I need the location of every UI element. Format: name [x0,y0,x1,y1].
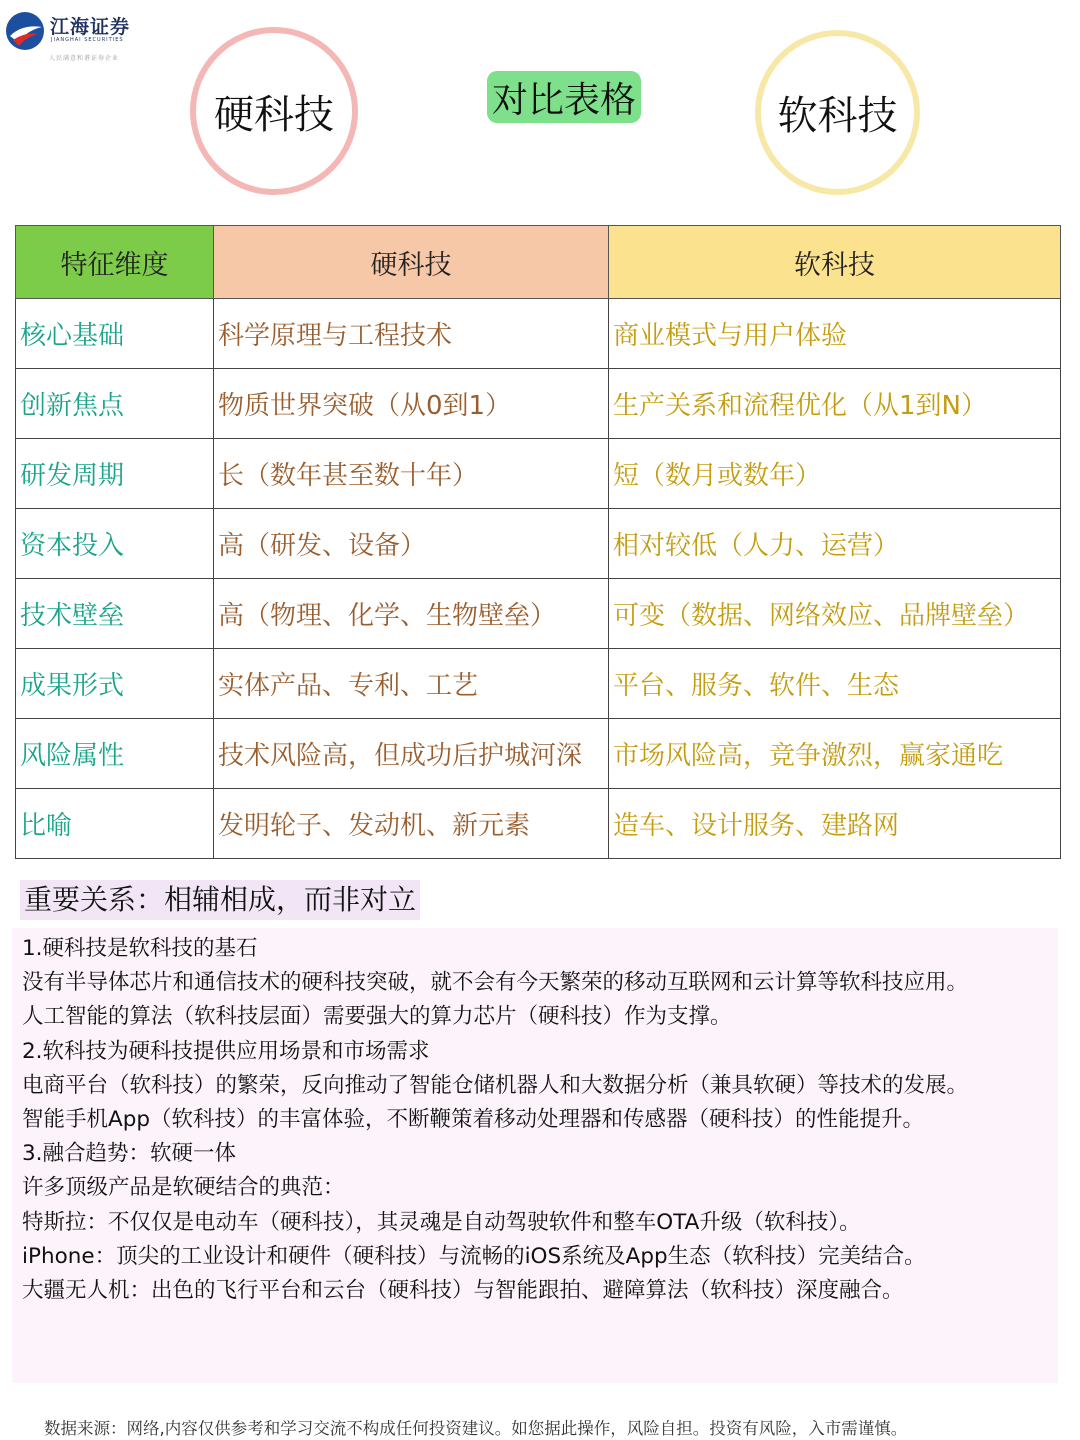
soft-tech-circle: 软科技 [755,30,920,195]
cell-soft: 市场风险高，竞争激烈，赢家通吃 [609,719,1061,789]
relation-line: 智能手机App（软科技）的丰富体验，不断鞭策着移动处理器和传感器（硬科技）的性能提升。 [22,1107,925,1133]
table-row [16,439,1061,509]
cell-feature: 比喻 [16,789,214,859]
brand-logo [4,4,134,64]
logo-slogan: 人民满意和谐证券企业 [49,55,120,62]
jianghai-logo-icon [4,10,46,52]
logo-name-en: JIANGHAI SECURITIES [51,37,124,43]
cell-soft: 平台、服务、软件、生态 [609,649,1061,719]
table-header-row [16,226,1061,299]
relation-paragraph [22,932,1042,1308]
header-soft: 软科技 [609,226,1061,299]
cell-feature: 成果形式 [16,649,214,719]
relation-line: 2.软科技为硬科技提供应用场景和市场需求 [22,1038,430,1064]
cell-hard: 物质世界突破（从0到1） [214,369,609,439]
cell-hard: 高（研发、设备） [214,509,609,579]
relation-line: 特斯拉：不仅仅是电动车（硬科技），其灵魂是自动驾驶软件和整车OTA升级（软科技）。 [22,1209,861,1235]
disclaimer-footer: 数据来源：网络,内容仅供参考和学习交流不构成任何投资建议。如您据此操作，风险自担。投资有风险，入市需谨慎。 [44,1419,908,1438]
cell-soft: 相对较低（人力、运营） [609,509,1061,579]
cell-soft: 造车、设计服务、建路网 [609,789,1061,859]
relation-heading: 重要关系：相辅相成，而非对立 [20,880,420,920]
logo-name-cn: 江海证券 [50,16,131,38]
cell-hard: 发明轮子、发动机、新元素 [214,789,609,859]
header-feature: 特征维度 [16,226,214,299]
table-row [16,369,1061,439]
cell-hard: 技术风险高，但成功后护城河深 [214,719,609,789]
cell-soft: 可变（数据、网络效应、品牌壁垒） [609,579,1061,649]
relation-line: 电商平台（软科技）的繁荣，反向推动了智能仓储机器人和大数据分析（兼具软硬）等技术的发展。 [22,1072,969,1098]
comparison-table [15,225,1061,859]
relation-line: iPhone：顶尖的工业设计和硬件（硬科技）与流畅的iOS系统及App生态（软科技）完美结合。 [22,1243,926,1269]
cell-hard: 高（物理、化学、生物壁垒） [214,579,609,649]
cell-feature: 研发周期 [16,439,214,509]
cell-hard: 长（数年甚至数十年） [214,439,609,509]
cell-feature: 创新焦点 [16,369,214,439]
cell-hard: 实体产品、专利、工艺 [214,649,609,719]
page-title: 对比表格 [487,71,641,123]
table-row [16,789,1061,859]
cell-feature: 资本投入 [16,509,214,579]
header-hard: 硬科技 [214,226,609,299]
table-row [16,509,1061,579]
hard-tech-circle: 硬科技 [190,27,358,195]
cell-feature: 风险属性 [16,719,214,789]
relation-line: 大疆无人机：出色的飞行平台和云台（硬科技）与智能跟拍、避障算法（软科技）深度融合。 [22,1278,904,1304]
relation-line: 3.融合趋势：软硬一体 [22,1141,237,1167]
table-row [16,579,1061,649]
cell-feature: 技术壁垒 [16,579,214,649]
cell-feature: 核心基础 [16,299,214,369]
table-row [16,649,1061,719]
cell-soft: 生产关系和流程优化（从1到N） [609,369,1061,439]
relation-line: 人工智能的算法（软科技层面）需要强大的算力芯片（硬科技）作为支撑。 [22,1004,732,1030]
relation-line: 许多顶级产品是软硬结合的典范： [22,1175,345,1201]
cell-soft: 短（数月或数年） [609,439,1061,509]
relation-line: 没有半导体芯片和通信技术的硬科技突破，就不会有今天繁荣的移动互联网和云计算等软科技应用。 [22,970,969,996]
table-row [16,299,1061,369]
cell-soft: 商业模式与用户体验 [609,299,1061,369]
relation-line: 1.硬科技是软科技的基石 [22,936,258,961]
cell-hard: 科学原理与工程技术 [214,299,609,369]
table-row [16,719,1061,789]
